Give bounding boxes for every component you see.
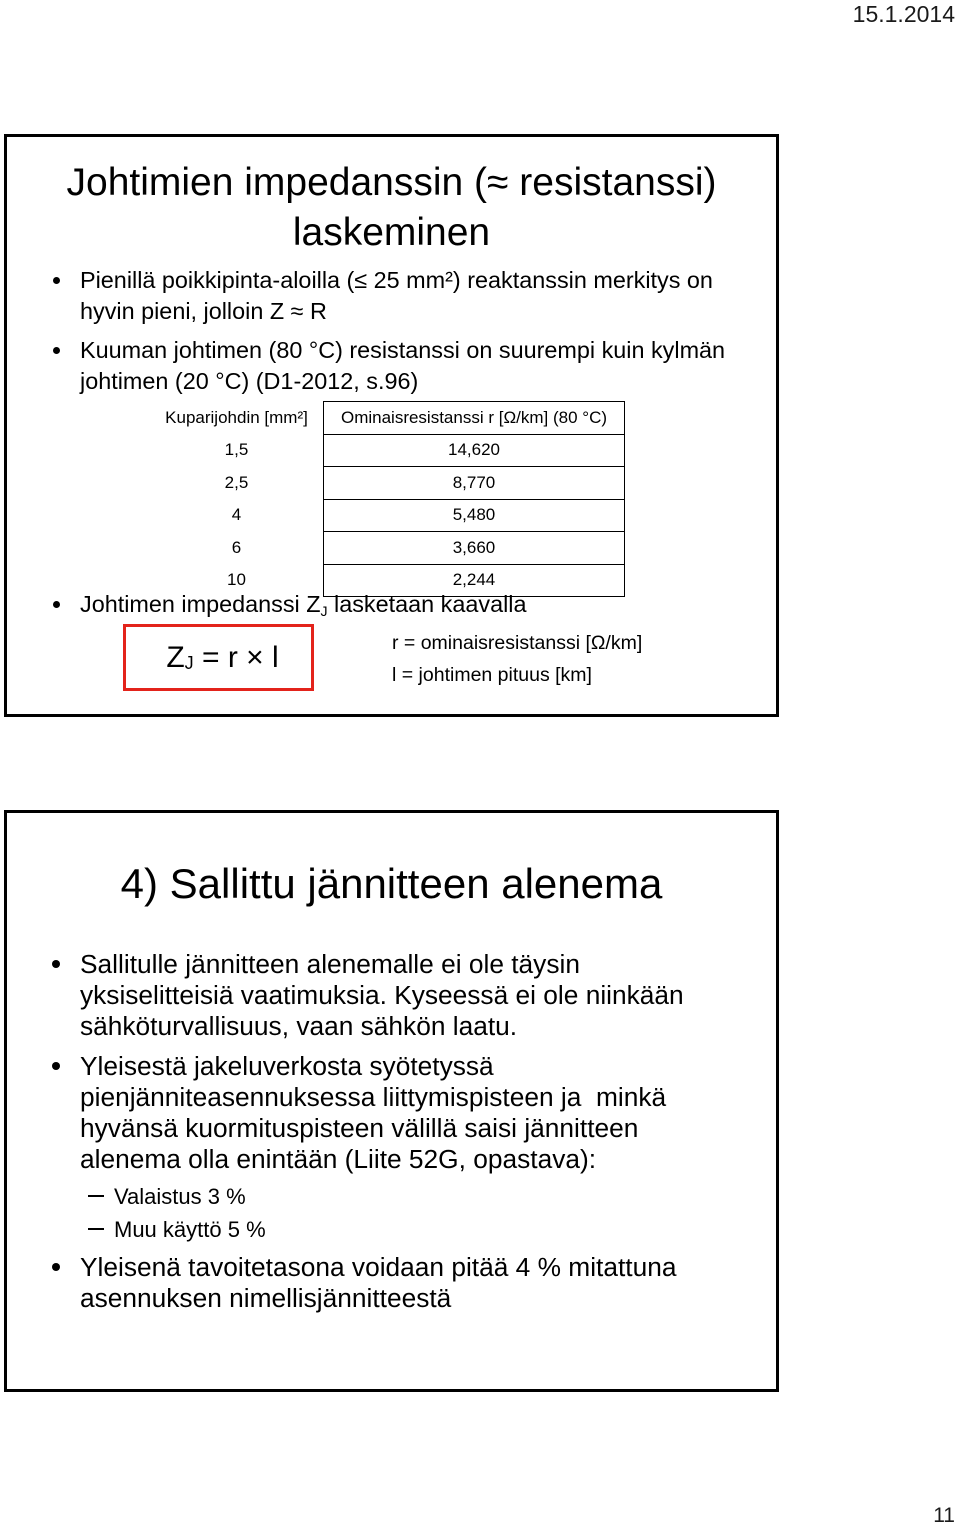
table-cell: 2,244 <box>324 564 625 597</box>
table-row <box>150 434 625 467</box>
table-row <box>150 499 625 532</box>
table-cell: 4 <box>150 499 324 532</box>
bullet-line: asennuksen nimellisjännitteestä <box>80 1282 452 1313</box>
slide-title-line: Johtimien impedanssin (≈ resistanssi) <box>66 161 717 204</box>
bullet-line: Sallitulle jännitteen alenemalle ei ole täysin <box>80 948 580 979</box>
bullet-text-part: Johtimen impedanssi Z <box>80 590 321 617</box>
impedance-formula-box <box>123 624 314 691</box>
bullet-line: Yleisenä tavoitetasona voidaan pitää 4 % mitattuna <box>80 1251 677 1282</box>
formula-symbol: Z <box>166 640 185 674</box>
table-cell: 3,660 <box>324 532 625 565</box>
bullet-dot-icon <box>52 1062 60 1070</box>
bullet-text <box>80 1051 666 1176</box>
bullet-text <box>80 949 684 1042</box>
subscript: J <box>320 603 328 620</box>
slide-conductor-impedance <box>4 134 779 717</box>
table-header-row <box>150 402 625 435</box>
table-cell: 8,770 <box>324 467 625 500</box>
table-cell: 10 <box>150 564 324 597</box>
formula-subscript: J <box>184 653 194 674</box>
bullet-text <box>80 335 725 397</box>
formula-expression: = r × l <box>193 640 279 674</box>
table-cell: 14,620 <box>324 434 625 467</box>
bullet-line: yksiselitteisiä vaatimuksia. Kyseessä ei ole niinkään <box>80 979 684 1010</box>
dash-marker-icon <box>88 1195 104 1197</box>
definition-line: l = johtimen pituus [km] <box>392 664 592 686</box>
table-row <box>150 467 625 500</box>
bullet-line: hyvin pieni, jolloin Z ≈ R <box>80 297 327 324</box>
table-header-cell: Ominaisresistanssi r [Ω/km] (80 °C) <box>324 402 625 435</box>
table-header-cell: Kuparijohdin [mm²] <box>150 402 324 435</box>
table-row <box>150 532 625 565</box>
page-number: 11 <box>933 1504 955 1527</box>
bullet-dot-icon <box>53 601 60 608</box>
bullet-line: Kuuman johtimen (80 °C) resistanssi on suurempi kuin kylmän <box>80 336 726 363</box>
bullet-text <box>80 1252 676 1314</box>
bullet-text <box>80 265 713 327</box>
sub-bullet-text: Valaistus 3 % <box>114 1183 246 1209</box>
page-date: 15.1.2014 <box>852 1 955 27</box>
sub-bullet-text: Muu käyttö 5 % <box>114 1216 266 1242</box>
resistance-table <box>150 401 625 597</box>
slide-voltage-drop <box>4 810 779 1392</box>
slide-title: 4) Sallittu jännitteen alenema <box>120 860 663 907</box>
bullet-dot-icon <box>52 1263 60 1271</box>
bullet-line: Yleisestä jakeluverkosta syötetyssä <box>80 1050 494 1081</box>
table-cell: 1,5 <box>150 434 324 467</box>
bullet-line: pienjänniteasennuksessa liittymispisteen ja minkä <box>80 1081 667 1112</box>
table-cell: 5,480 <box>324 499 625 532</box>
slide-title <box>7 158 776 258</box>
definition-line: r = ominaisresistanssi [Ω/km] <box>392 632 643 654</box>
bullet-dot-icon <box>53 277 60 284</box>
bullet-line: sähköturvallisuus, vaan sähkön laatu. <box>80 1010 518 1041</box>
slide-title-line: laskeminen <box>292 211 491 254</box>
bullet-text <box>80 589 526 623</box>
bullet-dot-icon <box>53 347 60 354</box>
table-cell: 2,5 <box>150 467 324 500</box>
bullet-line: hyvänsä kuormituspisteen välillä saisi jännitteen <box>80 1113 639 1144</box>
bullet-dot-icon <box>52 960 60 968</box>
formula-definitions <box>392 627 642 691</box>
bullet-line: Pienillä poikkipinta-aloilla (≤ 25 mm²) reaktanssin merkitys on <box>80 266 713 293</box>
dash-marker-icon <box>88 1228 104 1230</box>
table-cell: 6 <box>150 532 324 565</box>
bullet-text-part: lasketaan kaavalla <box>327 590 527 617</box>
bullet-line: alenema olla enintään (Liite 52G, opastava): <box>80 1144 597 1175</box>
bullet-line: johtimen (20 °C) (D1-2012, s.96) <box>80 367 419 394</box>
